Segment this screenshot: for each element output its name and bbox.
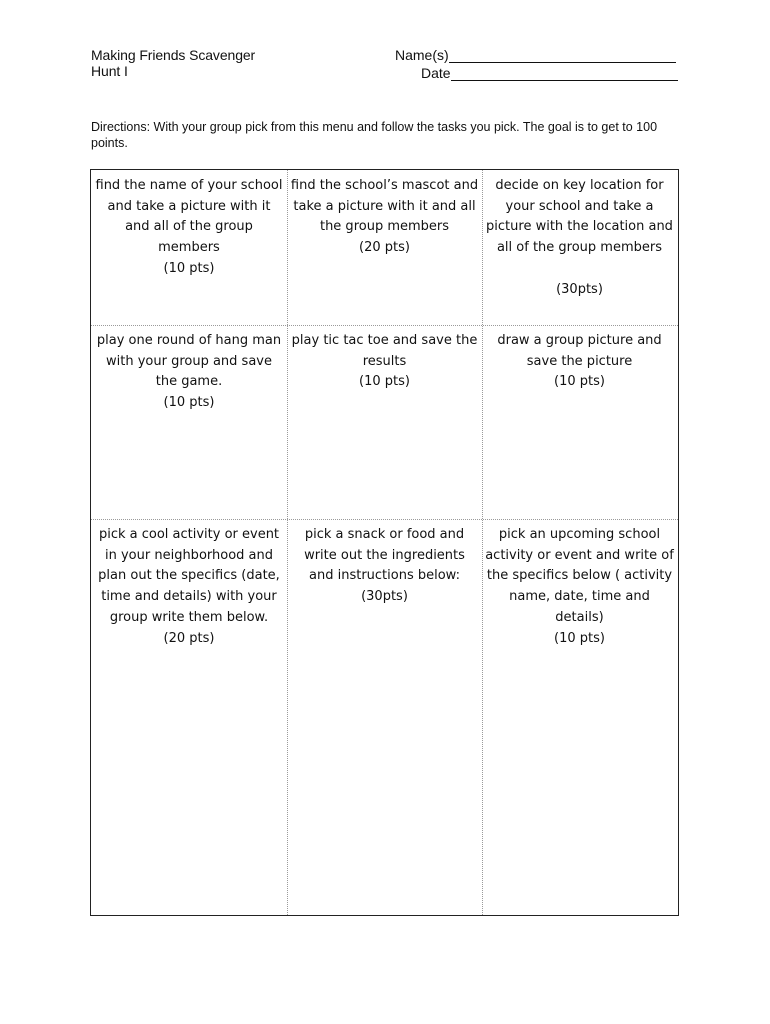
task-text: draw a group picture and save the picture: [497, 333, 662, 369]
task-text: find the name of your school and take a picture with it and all of the group members: [95, 178, 283, 256]
task-points: (20 pts): [359, 240, 410, 256]
task-points: (10 pts): [163, 260, 215, 276]
task-points: (10 pts): [163, 395, 215, 411]
task-menu-grid: [90, 169, 679, 916]
directions-text: Directions: With your group pick from this menu and follow the tasks you pick. The goal is to get to 100 points.: [91, 120, 658, 150]
task-cell: [482, 325, 677, 519]
worksheet-title-line2: Hunt I: [91, 63, 128, 79]
task-points: (20 pts): [163, 630, 215, 646]
names-label: Name(s): [395, 47, 449, 63]
worksheet-title-line1: Making Friends Scavenger: [91, 47, 256, 63]
task-cell: [91, 170, 287, 325]
task-text: play one round of hang man with your group and save the game.: [96, 333, 282, 390]
worksheet-title: [91, 47, 255, 79]
task-cell: [287, 325, 482, 519]
task-points: (10 pts): [359, 374, 410, 390]
task-cell: [91, 325, 287, 519]
names-line[interactable]: [449, 48, 676, 63]
task-cell: [482, 519, 677, 914]
task-text: decide on key location for your school and take a picture with the location and all of the group members: [486, 178, 673, 256]
task-points: (30pts): [556, 281, 603, 297]
task-points: (30pts): [361, 589, 408, 605]
task-cell: [287, 170, 482, 325]
task-cell: [91, 519, 287, 914]
task-text: play tic tac toe and save the results: [291, 333, 478, 369]
task-points: (10 pts): [554, 630, 605, 646]
date-line[interactable]: [451, 66, 678, 81]
task-text: pick a snack or food and write out the ingredients and instructions below:: [304, 527, 465, 584]
date-label: Date: [421, 65, 451, 81]
date-field[interactable]: [421, 65, 678, 81]
task-cell: [287, 519, 482, 914]
task-text: find the school’s mascot and take a picture with it and all the group members: [290, 178, 479, 235]
task-text: pick a cool activity or event in your neighborhood and plan out the specifics (date, time and details) with your group write them below.: [98, 527, 280, 625]
task-text: pick an upcoming school activity or event and write of the specifics below ( activity name, date, time and details): [485, 527, 674, 625]
names-field[interactable]: [395, 47, 676, 63]
task-points: (10 pts): [554, 374, 605, 390]
task-cell: [482, 170, 677, 325]
